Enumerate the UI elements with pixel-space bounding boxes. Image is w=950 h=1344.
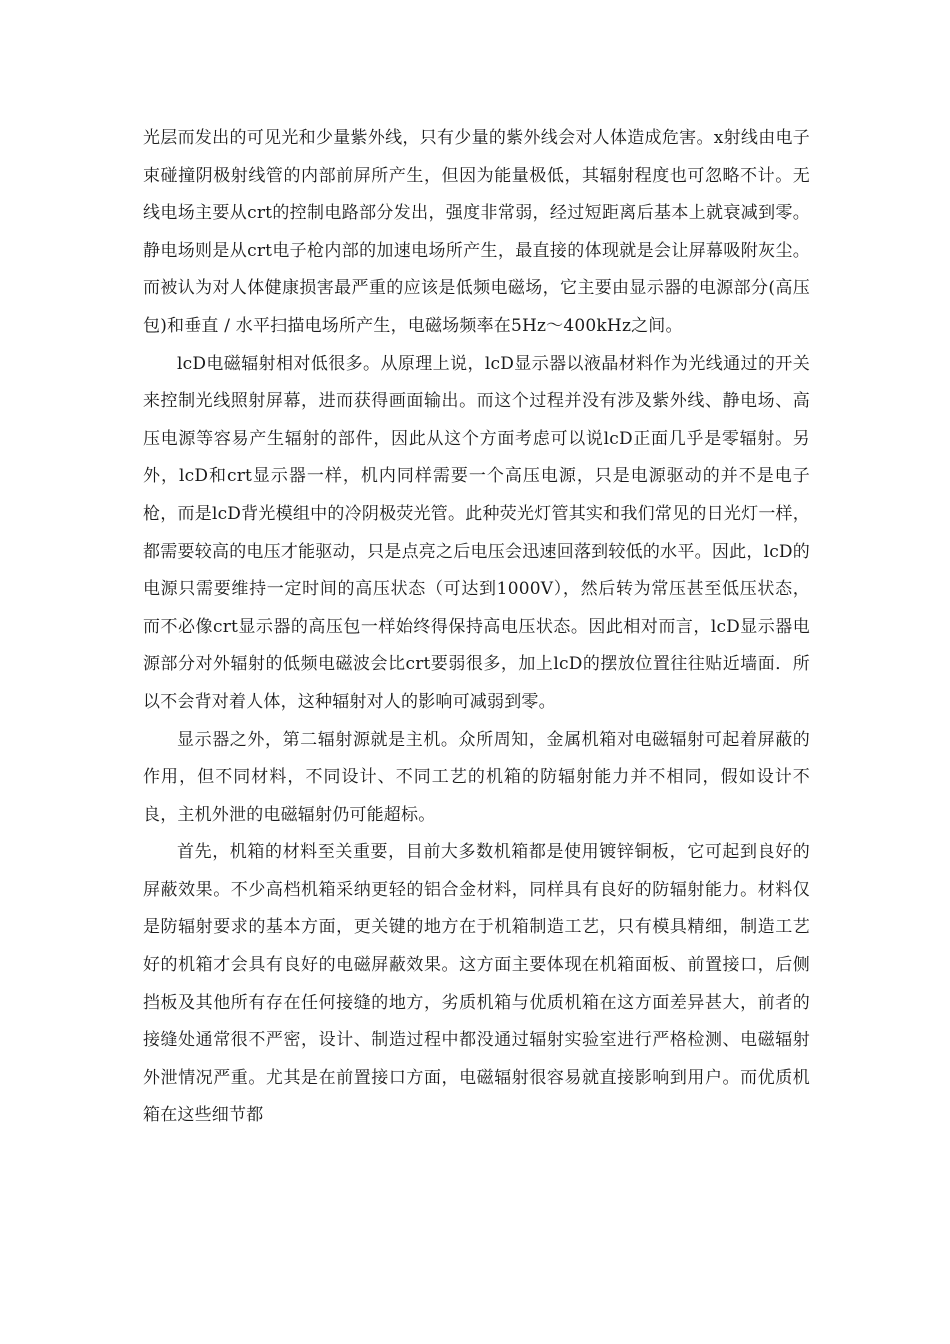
paragraph-lcd-radiation: lcD电磁辐射相对低很多。从原理上说，lcD显示器以液晶材料作为光线通过的开关来控制光线照射屏幕，进而获得画面输出。而这个过程并没有涉及紫外线、静电场、高压电源等容易产生辐射的部件，因此从这个方面考虑可以说lcD正面几乎是零辐射。另外，lcD和crt显示器一样，机内同样需要一个高压电源，只是电源驱动的并不是电子枪，而是lcD背光模组中的冷阴极荧光管。此种荧光灯管其实和我们常见的日光灯一样，都需要较高的电压才能驱动，只是点亮之后电压会迅速回落到较低的水平。因此，lcD的电源只需要维持一定时间的高压状态（可达到1000V），然后转为常压甚至低压状态，而不必像crt显示器的高压包一样始终得保持高电压状态。因此相对而言，lcD显示器电源部分对外辐射的低频电磁波会比crt要弱很多，加上lcD的摆放位置往往贴近墙面．所以不会背对着人体，这种辐射对人的影响可减弱到零。 (143, 353, 810, 712)
paragraph-crt-radiation: 光层而发出的可见光和少量紫外线，只有少量的紫外线会对人体造成危害。x射线由电子束碰撞阴极射线管的内部前屏所产生，但因为能量极低，其辐射程度也可忽略不计。无线电场主要从crt的控制电路部分发出，强度非常弱，经过短距离后基本上就衰减到零。静电场则是从crt电子枪内部的加速电场所产生，最直接的体现就是会让屏幕吸附灰尘。而被认为对人体健康损害最严重的应该是低频电磁场，它主要由显示器的电源部分(高压包)和垂直 / 水平扫描电场所产生，电磁场频率在5Hz～400kHz之间。 (143, 128, 810, 336)
paragraph-chassis-material: 首先，机箱的材料至关重要，目前大多数机箱都是使用镀锌铜板，它可起到良好的屏蔽效果。不少高档机箱采纳更轻的铝合金材料，同样具有良好的防辐射能力。材料仅是防辐射要求的基本方面，更关键的地方在于机箱制造工艺，只有模具精细，制造工艺好的机箱才会具有良好的电磁屏蔽效果。这方面主要体现在机箱面板、前置接口，后侧挡板及其他所有存在任何接缝的地方，劣质机箱与优质机箱在这方面差异甚大，前者的接缝处通常很不严密，设计、制造过程中都没通过辐射实验室进行严格检测、电磁辐射外泄情况严重。尤其是在前置接口方面，电磁辐射很容易就直接影响到用户。而优质机箱在这些细节都 (143, 842, 810, 1126)
document-body (143, 120, 810, 1135)
paragraph-host-radiation: 显示器之外，第二辐射源就是主机。众所周知，金属机箱对电磁辐射可起着屏蔽的作用，但不同材料，不同设计、不同工艺的机箱的防辐射能力并不相同，假如设计不良，主机外泄的电磁辐射仍可能超标。 (143, 729, 810, 825)
